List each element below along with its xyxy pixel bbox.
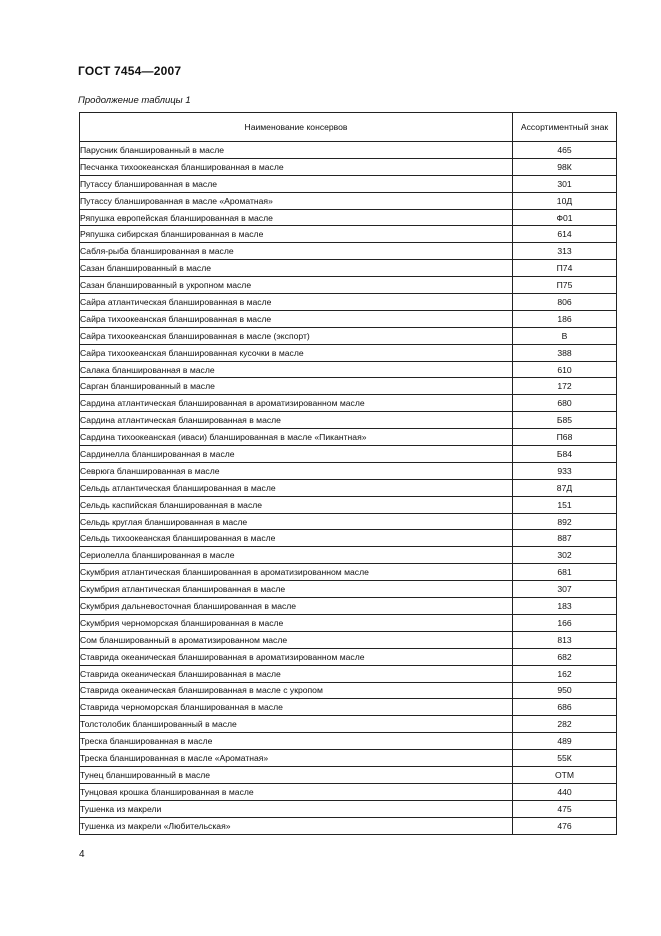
product-name-cell: Сардина атлантическая бланшированная в ароматизированном масле — [80, 395, 513, 412]
table-row — [80, 479, 617, 496]
document-title: ГОСТ 7454—2007 — [78, 64, 182, 78]
table-row — [80, 783, 617, 800]
table-row — [80, 530, 617, 547]
product-name-cell: Сардина атлантическая бланшированная в масле — [80, 412, 513, 429]
page-number: 4 — [79, 849, 85, 860]
assortment-code-cell: 892 — [513, 513, 617, 530]
assortment-code-cell: 614 — [513, 226, 617, 243]
table-row — [80, 462, 617, 479]
table-row — [80, 547, 617, 564]
product-name-cell: Песчанка тихоокеанская бланшированная в масле — [80, 158, 513, 175]
table-row — [80, 648, 617, 665]
assortment-code-cell: 686 — [513, 699, 617, 716]
table-row — [80, 800, 617, 817]
table-row — [80, 158, 617, 175]
assortment-code-cell: Ф01 — [513, 209, 617, 226]
product-name-cell: Салака бланшированная в масле — [80, 361, 513, 378]
assortment-code-cell: 10Д — [513, 192, 617, 209]
assortment-code-cell: 313 — [513, 243, 617, 260]
product-name-cell: Ставрида черноморская бланшированная в масле — [80, 699, 513, 716]
table-row — [80, 260, 617, 277]
assortment-code-cell: 151 — [513, 496, 617, 513]
assortment-code-cell: 282 — [513, 716, 617, 733]
assortment-code-cell: П75 — [513, 277, 617, 294]
product-name-cell: Ряпушка европейская бланшированная в масле — [80, 209, 513, 226]
product-name-cell: Сельдь тихоокеанская бланшированная в масле — [80, 530, 513, 547]
table-row — [80, 513, 617, 530]
assortment-code-cell: 950 — [513, 682, 617, 699]
table-row — [80, 581, 617, 598]
assortment-code-cell: 301 — [513, 175, 617, 192]
product-table — [79, 112, 617, 835]
product-name-cell: Сарган бланшированный в масле — [80, 378, 513, 395]
product-name-cell: Сериолелла бланшированная в масле — [80, 547, 513, 564]
column-header-code: Ассортиментный знак — [513, 113, 617, 142]
product-name-cell: Тушенка из макрели — [80, 800, 513, 817]
product-name-cell: Ряпушка сибирская бланшированная в масле — [80, 226, 513, 243]
table-body — [80, 142, 617, 835]
assortment-code-cell: П74 — [513, 260, 617, 277]
assortment-code-cell: 87Д — [513, 479, 617, 496]
table-row — [80, 699, 617, 716]
table-row — [80, 310, 617, 327]
table-row — [80, 361, 617, 378]
assortment-code-cell: 933 — [513, 462, 617, 479]
table-row — [80, 682, 617, 699]
table-row — [80, 175, 617, 192]
product-name-cell: Скумбрия атлантическая бланшированная в ароматизированном масле — [80, 564, 513, 581]
table-row — [80, 665, 617, 682]
product-name-cell: Сайра тихоокеанская бланшированная кусочки в масле — [80, 344, 513, 361]
product-name-cell: Скумбрия атлантическая бланшированная в масле — [80, 581, 513, 598]
product-name-cell: Тунец бланшированный в масле — [80, 766, 513, 783]
assortment-code-cell: 172 — [513, 378, 617, 395]
table-row — [80, 766, 617, 783]
product-name-cell: Сельдь круглая бланшированная в масле — [80, 513, 513, 530]
product-name-cell: Толстолобик бланшированный в масле — [80, 716, 513, 733]
assortment-code-cell: В — [513, 327, 617, 344]
table-header-row — [80, 113, 617, 142]
product-name-cell: Треска бланшированная в масле «Ароматная» — [80, 750, 513, 767]
assortment-code-cell: Б84 — [513, 446, 617, 463]
product-name-cell: Парусник бланшированный в масле — [80, 142, 513, 159]
product-name-cell: Треска бланшированная в масле — [80, 733, 513, 750]
product-name-cell: Сельдь каспийская бланшированная в масле — [80, 496, 513, 513]
table-row — [80, 429, 617, 446]
product-name-cell: Тунцовая крошка бланшированная в масле — [80, 783, 513, 800]
assortment-code-cell: ОТМ — [513, 766, 617, 783]
assortment-code-cell: 302 — [513, 547, 617, 564]
assortment-code-cell: 887 — [513, 530, 617, 547]
table-row — [80, 378, 617, 395]
product-name-cell: Ставрида океаническая бланшированная в масле — [80, 665, 513, 682]
table-row — [80, 142, 617, 159]
product-name-cell: Сайра тихоокеанская бланшированная в масле (экспорт) — [80, 327, 513, 344]
assortment-code-cell: 388 — [513, 344, 617, 361]
product-name-cell: Путассу бланшированная в масле «Ароматная» — [80, 192, 513, 209]
product-name-cell: Скумбрия черноморская бланшированная в масле — [80, 614, 513, 631]
product-name-cell: Путассу бланшированная в масле — [80, 175, 513, 192]
product-name-cell: Сабля-рыба бланшированная в масле — [80, 243, 513, 260]
product-name-cell: Сайра атлантическая бланшированная в масле — [80, 294, 513, 311]
table-row — [80, 446, 617, 463]
table-row — [80, 817, 617, 834]
product-name-cell: Сардина тихоокеанская (иваси) бланшированная в масле «Пикантная» — [80, 429, 513, 446]
table-row — [80, 395, 617, 412]
assortment-code-cell: Б85 — [513, 412, 617, 429]
column-header-name: Наименование консервов — [80, 113, 513, 142]
table-row — [80, 209, 617, 226]
assortment-code-cell: 183 — [513, 598, 617, 615]
table-row — [80, 412, 617, 429]
assortment-code-cell: П68 — [513, 429, 617, 446]
table-row — [80, 344, 617, 361]
table-row — [80, 243, 617, 260]
assortment-code-cell: 98К — [513, 158, 617, 175]
table-row — [80, 192, 617, 209]
product-name-cell: Сардинелла бланшированная в масле — [80, 446, 513, 463]
assortment-code-cell: 489 — [513, 733, 617, 750]
table-row — [80, 496, 617, 513]
assortment-code-cell: 465 — [513, 142, 617, 159]
table-row — [80, 716, 617, 733]
assortment-code-cell: 162 — [513, 665, 617, 682]
product-name-cell: Ставрида океаническая бланшированная в масле с укропом — [80, 682, 513, 699]
table-caption: Продолжение таблицы 1 — [78, 95, 191, 106]
product-name-cell: Тушенка из макрели «Любительская» — [80, 817, 513, 834]
table-row — [80, 277, 617, 294]
product-name-cell: Сазан бланшированный в укропном масле — [80, 277, 513, 294]
product-name-cell: Сом бланшированный в ароматизированном масле — [80, 631, 513, 648]
assortment-code-cell: 680 — [513, 395, 617, 412]
product-name-cell: Севрюга бланшированная в масле — [80, 462, 513, 479]
assortment-code-cell: 166 — [513, 614, 617, 631]
product-name-cell: Сайра тихоокеанская бланшированная в масле — [80, 310, 513, 327]
product-name-cell: Ставрида океаническая бланшированная в ароматизированном масле — [80, 648, 513, 665]
assortment-code-cell: 681 — [513, 564, 617, 581]
table-row — [80, 564, 617, 581]
assortment-code-cell: 475 — [513, 800, 617, 817]
assortment-code-cell: 55К — [513, 750, 617, 767]
table-row — [80, 733, 617, 750]
assortment-code-cell: 682 — [513, 648, 617, 665]
table-row — [80, 614, 617, 631]
table-row — [80, 598, 617, 615]
assortment-code-cell: 476 — [513, 817, 617, 834]
table-row — [80, 226, 617, 243]
assortment-code-cell: 307 — [513, 581, 617, 598]
table-row — [80, 750, 617, 767]
assortment-code-cell: 610 — [513, 361, 617, 378]
product-name-cell: Сельдь атлантическая бланшированная в масле — [80, 479, 513, 496]
assortment-code-cell: 806 — [513, 294, 617, 311]
product-name-cell: Скумбрия дальневосточная бланшированная в масле — [80, 598, 513, 615]
assortment-code-cell: 813 — [513, 631, 617, 648]
assortment-code-cell: 186 — [513, 310, 617, 327]
table-row — [80, 327, 617, 344]
product-name-cell: Сазан бланшированный в масле — [80, 260, 513, 277]
assortment-code-cell: 440 — [513, 783, 617, 800]
table-row — [80, 631, 617, 648]
table-row — [80, 294, 617, 311]
